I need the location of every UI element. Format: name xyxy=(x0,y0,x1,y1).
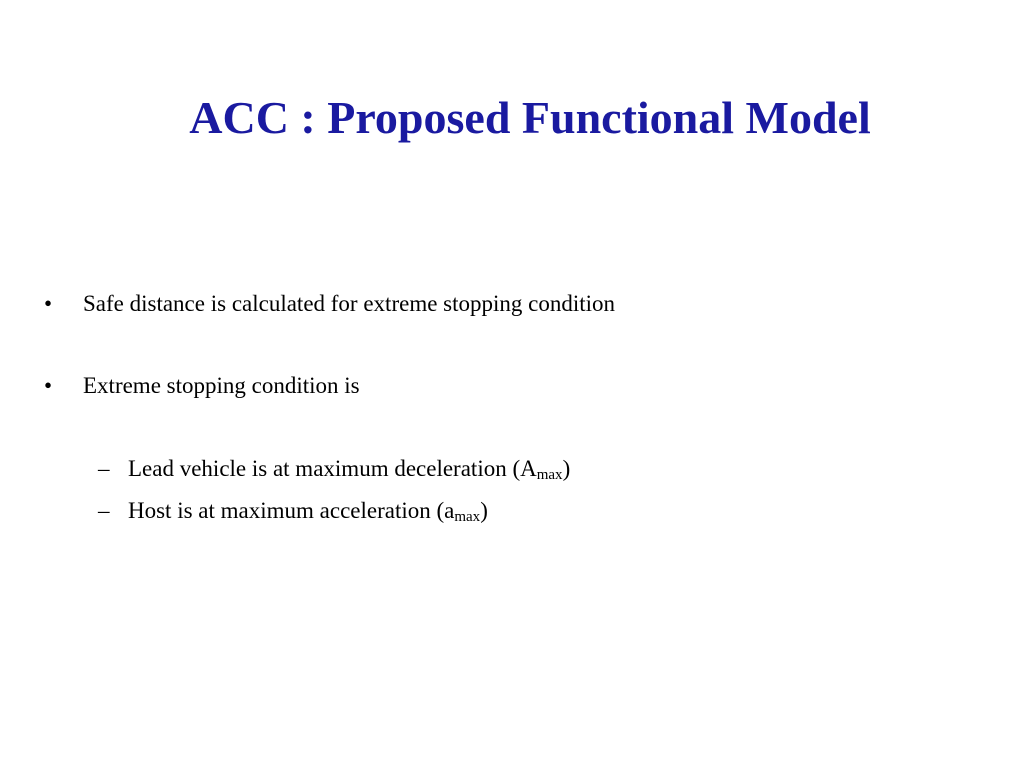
sub-bullet-main-text: Host is at maximum acceleration (a xyxy=(128,498,455,523)
bullet-item xyxy=(0,371,1024,401)
bullet-marker: • xyxy=(44,291,53,316)
sub-bullet-item xyxy=(0,496,1024,526)
sub-bullet-suffix: ) xyxy=(480,498,488,523)
bullet-marker: • xyxy=(44,373,53,398)
slide-title: ACC : Proposed Functional Model xyxy=(189,92,871,143)
sub-bullet-item xyxy=(0,454,1024,484)
sub-bullet-text xyxy=(128,496,488,526)
sub-bullet-subscript: max xyxy=(454,509,481,525)
bullet-text: Safe distance is calculated for extreme stopping condition xyxy=(83,291,616,316)
sub-bullet-text xyxy=(128,454,570,484)
sub-bullet-suffix: ) xyxy=(562,456,571,481)
bullet-text: Extreme stopping condition is xyxy=(83,373,360,398)
sub-bullet-subscript: max xyxy=(536,467,563,483)
sub-bullet-marker: – xyxy=(98,456,110,481)
sub-bullet-marker: – xyxy=(98,498,110,523)
bullet-item xyxy=(0,289,1024,319)
sub-bullet-main-text: Lead vehicle is at maximum deceleration (A xyxy=(128,456,537,481)
